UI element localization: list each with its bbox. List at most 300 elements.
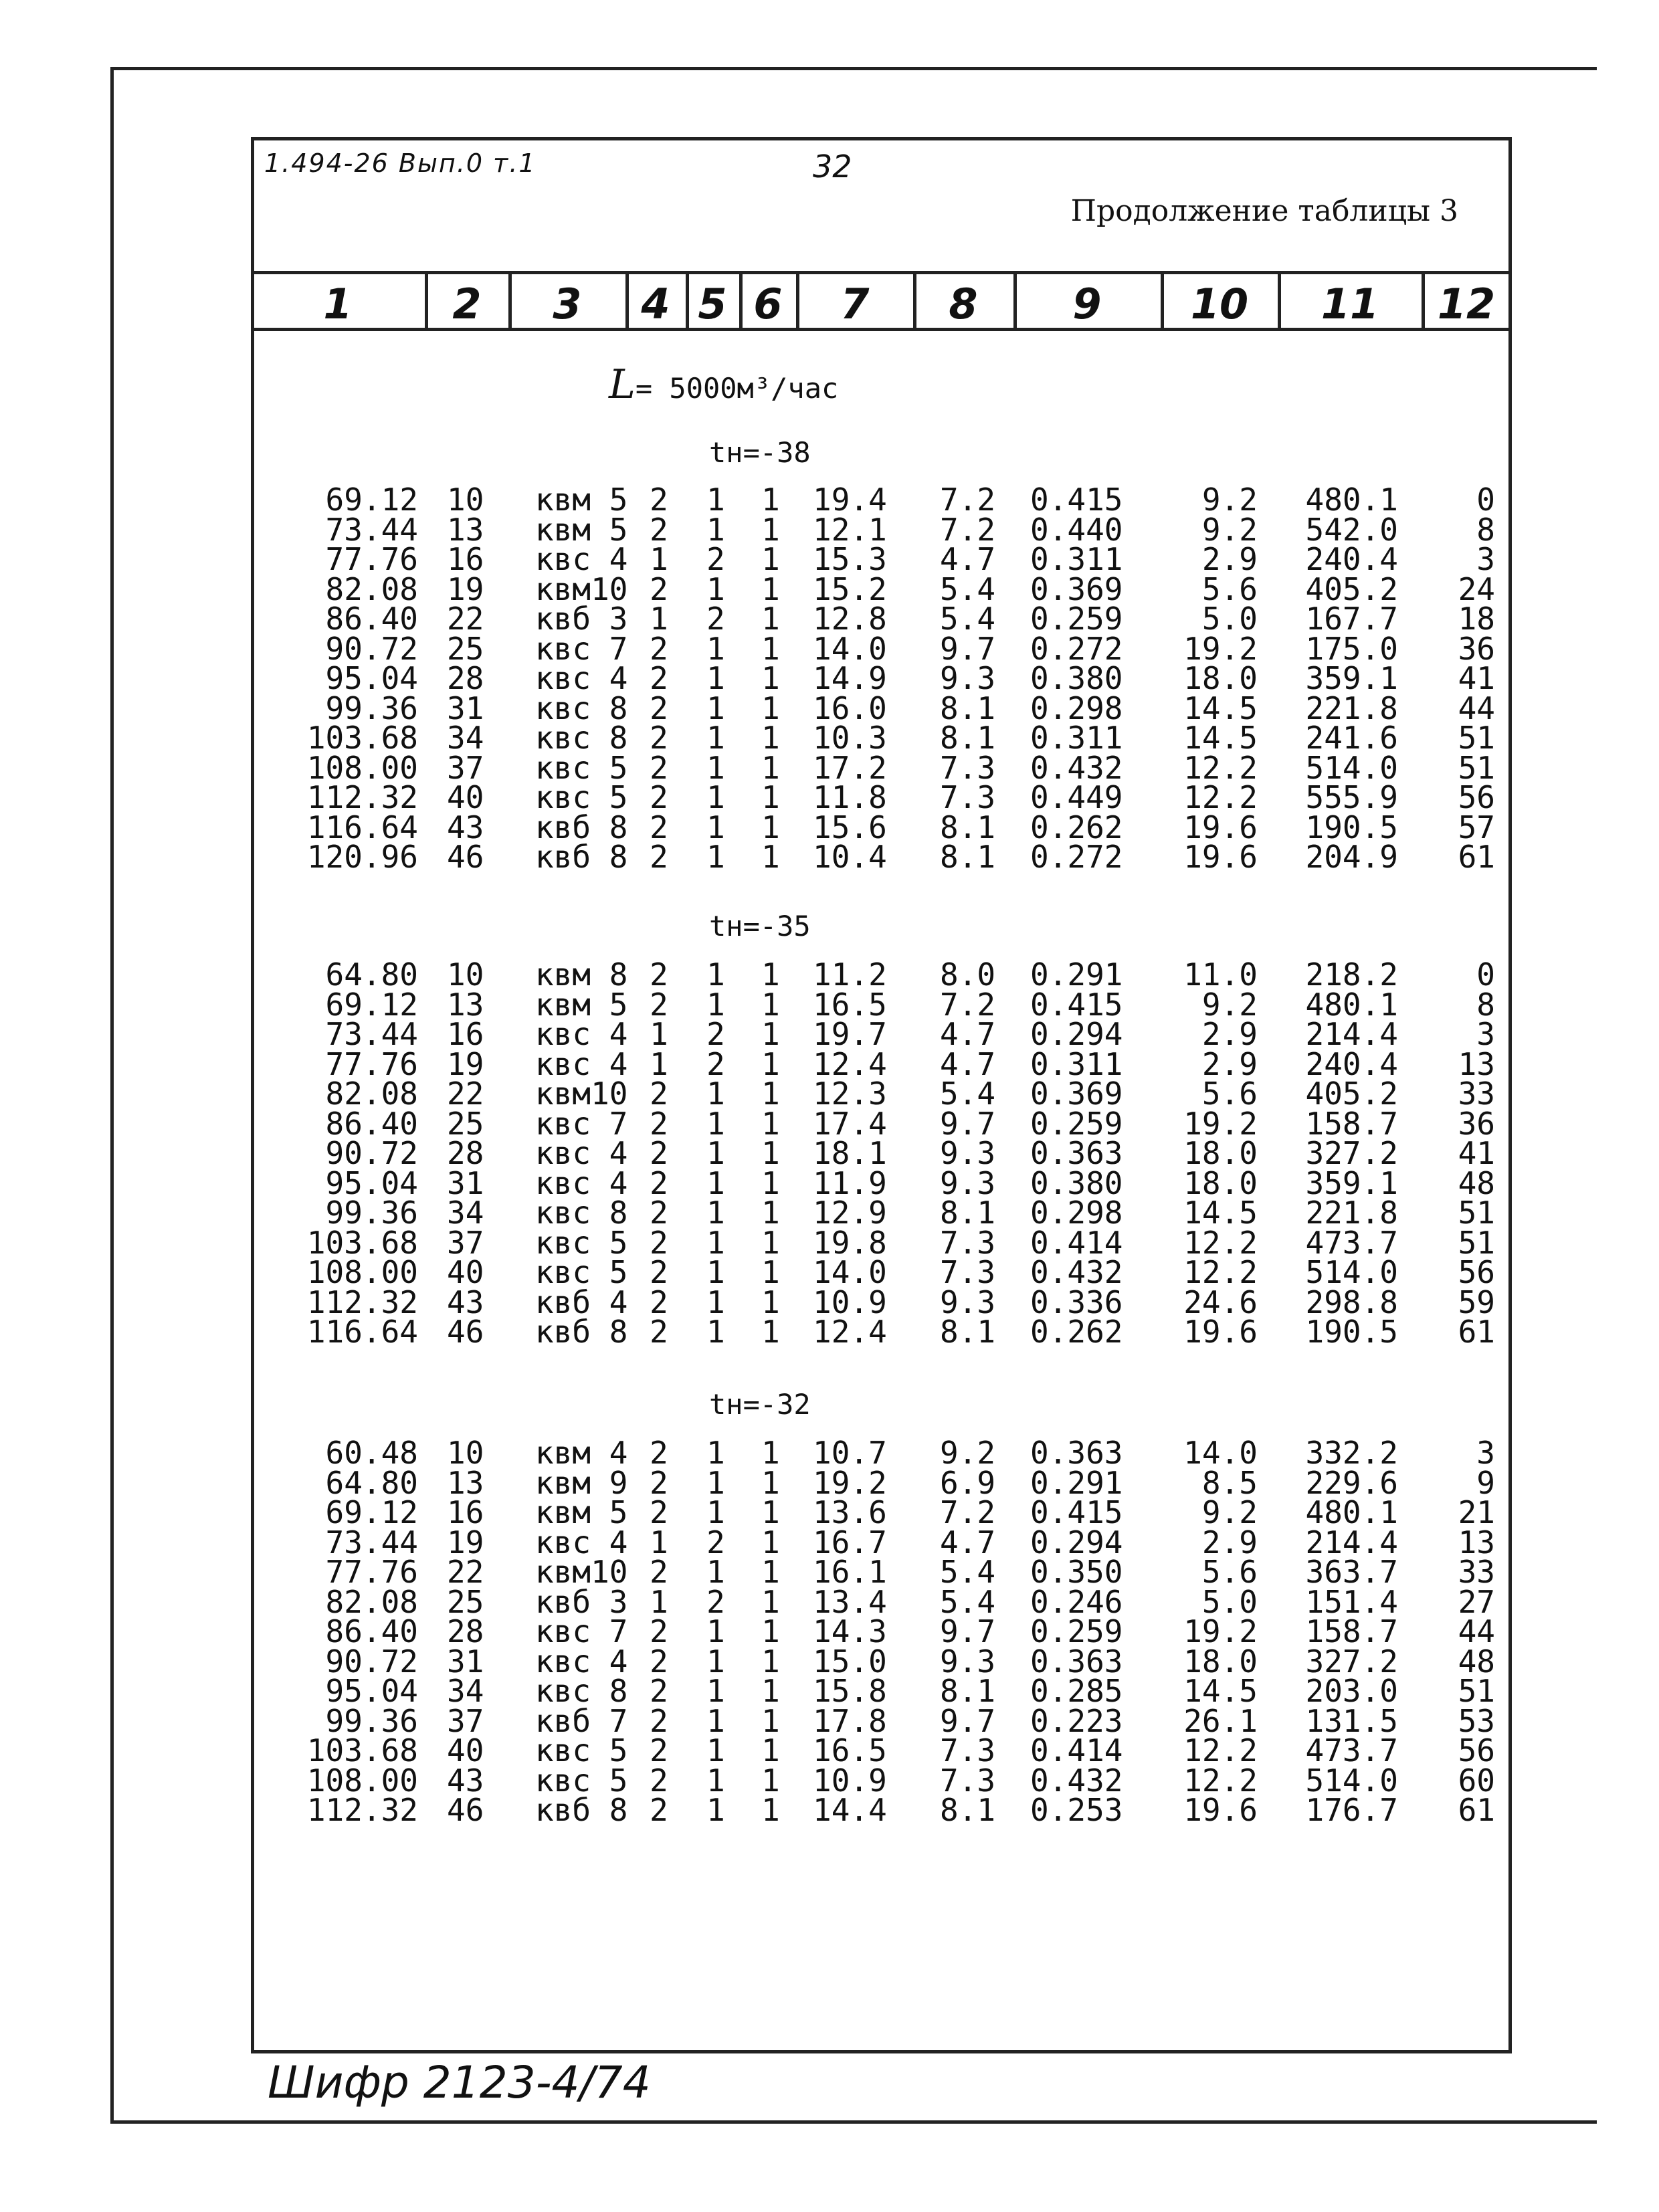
table-cell: 2	[706, 1045, 725, 1082]
table-cell: квс 4	[535, 1016, 628, 1052]
table-cell: 175.0	[1305, 630, 1398, 667]
table-cell: 12.3	[813, 1076, 887, 1112]
table-cell: 2	[650, 1702, 668, 1739]
table-cell: 2.9	[1201, 541, 1258, 577]
table-cell: 112.32	[306, 1284, 418, 1320]
table-cell: 16.0	[813, 690, 887, 726]
table-cell: 10.3	[813, 720, 887, 756]
table-cell: 5.4	[940, 1554, 996, 1590]
table-cell: 11.2	[813, 957, 887, 993]
table-cell: 2	[650, 1464, 668, 1501]
table-cell: 1	[706, 1792, 725, 1828]
table-row	[0, 1195, 1659, 1231]
table-cell: 2	[650, 1613, 668, 1649]
table-cell: 46	[447, 1792, 484, 1828]
table-cell: 1	[706, 1105, 725, 1142]
table-cell: 0.311	[1030, 541, 1123, 577]
table-cell: 1	[761, 1165, 780, 1201]
table-cell: 1	[706, 1732, 725, 1769]
table-cell: 327.2	[1305, 1643, 1398, 1680]
table-cell: 405.2	[1305, 1076, 1398, 1112]
table-cell: 11.0	[1183, 957, 1258, 993]
table-cell: 5.6	[1201, 1076, 1258, 1112]
table-cell: 19.6	[1183, 1314, 1258, 1350]
table-cell: 0.363	[1030, 1435, 1123, 1471]
table-row	[0, 1762, 1659, 1799]
table-cell: 298.8	[1305, 1284, 1398, 1320]
table-cell: 33	[1458, 1076, 1495, 1112]
table-cell: 0.414	[1030, 1732, 1123, 1769]
table-cell: квс 5	[535, 1732, 628, 1769]
table-cell: 131.5	[1305, 1702, 1398, 1739]
table-cell: 86.40	[325, 601, 418, 637]
table-cell: 514.0	[1305, 749, 1398, 786]
table-cell: 0.311	[1030, 720, 1123, 756]
table-cell: 40	[447, 1254, 484, 1290]
table-cell: 1	[706, 1673, 725, 1709]
table-cell: 103.68	[306, 1732, 418, 1769]
table-cell: 33	[1458, 1554, 1495, 1590]
table-cell: 46	[447, 1314, 484, 1350]
table-cell: 34	[447, 720, 484, 756]
table-cell: 11.9	[813, 1165, 887, 1201]
table-cell: 31	[447, 1643, 484, 1680]
table-cell: квб 7	[535, 1702, 628, 1739]
table-cell: квс 7	[535, 1613, 628, 1649]
table-cell: 1	[706, 809, 725, 845]
table-cell: 43	[447, 1284, 484, 1320]
table-cell: 2.9	[1201, 1524, 1258, 1561]
table-cell: 9.7	[940, 1613, 996, 1649]
table-cell: квб 8	[535, 839, 628, 875]
table-cell: 158.7	[1305, 1105, 1398, 1142]
table-cell: 5.6	[1201, 571, 1258, 607]
table-cell: 2	[650, 986, 668, 1023]
table-cell: 0.415	[1030, 986, 1123, 1023]
table-cell: 10.7	[813, 1435, 887, 1471]
table-row	[0, 1016, 1659, 1052]
table-cell: 1	[706, 1224, 725, 1261]
table-cell: 53	[1458, 1702, 1495, 1739]
table-cell: квс 4	[535, 1165, 628, 1201]
table-cell: 1	[761, 1673, 780, 1709]
table-cell: 1	[706, 511, 725, 548]
table-cell: 56	[1458, 779, 1495, 815]
table-cell: 12.2	[1183, 1254, 1258, 1290]
table-cell: 17.2	[813, 749, 887, 786]
table-cell: 214.4	[1305, 1524, 1398, 1561]
table-cell: 1	[761, 839, 780, 875]
table-cell: 120.96	[306, 839, 418, 875]
table-cell: 10	[447, 1435, 484, 1471]
table-cell: 61	[1458, 1314, 1495, 1350]
table-cell: 1	[706, 482, 725, 518]
table-cell: 9.3	[940, 1643, 996, 1680]
table-cell: 31	[447, 690, 484, 726]
table-cell: 9.7	[940, 1105, 996, 1142]
table-cell: 14.5	[1183, 1195, 1258, 1231]
table-cell: 7.3	[940, 1762, 996, 1799]
table-cell: 19.4	[813, 482, 887, 518]
continuation-title: Продолжение таблицы 3	[1070, 194, 1458, 228]
column-number: 12	[1437, 280, 1496, 328]
table-cell: 44	[1458, 1613, 1495, 1649]
table-cell: 2	[650, 511, 668, 548]
table-cell: 221.8	[1305, 690, 1398, 726]
table-cell: 5.0	[1201, 601, 1258, 637]
table-cell: квс 5	[535, 779, 628, 815]
table-cell: 2	[706, 1583, 725, 1620]
table-cell: 1	[706, 779, 725, 815]
table-cell: 19.2	[1183, 630, 1258, 667]
table-cell: 59	[1458, 1284, 1495, 1320]
table-cell: 2	[650, 1254, 668, 1290]
table-cell: 2	[650, 1643, 668, 1680]
table-cell: 9.7	[940, 1702, 996, 1739]
table-cell: 7.3	[940, 749, 996, 786]
table-cell: 1	[761, 660, 780, 696]
table-cell: квм 5	[535, 1494, 628, 1530]
table-cell: 69.12	[325, 1494, 418, 1530]
table-cell: 60.48	[325, 1435, 418, 1471]
table-row	[0, 690, 1659, 726]
table-row	[0, 1224, 1659, 1261]
column-number: 8	[949, 280, 978, 328]
table-cell: квс 8	[535, 1195, 628, 1231]
table-cell: 0.294	[1030, 1016, 1123, 1052]
table-cell: квм 5	[535, 482, 628, 518]
table-cell: 1	[761, 1076, 780, 1112]
table-cell: 480.1	[1305, 1494, 1398, 1530]
table-cell: 64.80	[325, 957, 418, 993]
table-cell: 56	[1458, 1254, 1495, 1290]
table-cell: 25	[447, 1583, 484, 1620]
table-cell: 0.259	[1030, 1613, 1123, 1649]
table-cell: 116.64	[306, 809, 418, 845]
table-cell: 0.380	[1030, 1165, 1123, 1201]
table-row	[0, 1284, 1659, 1320]
table-cell: 190.5	[1305, 809, 1398, 845]
table-cell: 0.298	[1030, 690, 1123, 726]
table-cell: 480.1	[1305, 986, 1398, 1023]
table-row	[0, 660, 1659, 696]
table-cell: 2	[650, 1284, 668, 1320]
table-cell: 13	[447, 986, 484, 1023]
table-cell: 0.298	[1030, 1195, 1123, 1231]
table-cell: 7.3	[940, 1732, 996, 1769]
table-cell: квс 7	[535, 630, 628, 667]
table-cell: 19.6	[1183, 809, 1258, 845]
table-cell: квс 5	[535, 1762, 628, 1799]
table-cell: 0.440	[1030, 511, 1123, 548]
table-row	[0, 1613, 1659, 1649]
table-cell: 167.7	[1305, 601, 1398, 637]
table-cell: 0.449	[1030, 779, 1123, 815]
table-cell: 1	[706, 1554, 725, 1590]
table-cell: 19.2	[1183, 1613, 1258, 1649]
table-cell: 9.2	[1201, 511, 1258, 548]
table-cell: 3	[1476, 541, 1495, 577]
table-row	[0, 1524, 1659, 1561]
table-cell: 69.12	[325, 482, 418, 518]
table-cell: 2	[650, 630, 668, 667]
table-cell: 6.9	[940, 1464, 996, 1501]
table-cell: 16.5	[813, 986, 887, 1023]
table-cell: 95.04	[325, 1165, 418, 1201]
table-cell: 18	[1458, 601, 1495, 637]
table-cell: 18.0	[1183, 1135, 1258, 1171]
table-cell: 22	[447, 601, 484, 637]
table-cell: 73.44	[325, 1016, 418, 1052]
table-cell: 2	[650, 690, 668, 726]
table-cell: 2	[650, 1554, 668, 1590]
table-cell: 1	[706, 986, 725, 1023]
table-cell: 5.4	[940, 1583, 996, 1620]
table-cell: 1	[706, 1435, 725, 1471]
table-cell: квс 8	[535, 690, 628, 726]
table-row	[0, 1435, 1659, 1471]
table-cell: 7.3	[940, 1254, 996, 1290]
table-cell: 1	[706, 1284, 725, 1320]
table-row	[0, 1464, 1659, 1501]
table-cell: 0.259	[1030, 1105, 1123, 1142]
table-cell: 51	[1458, 1195, 1495, 1231]
table-cell: 61	[1458, 839, 1495, 875]
table-cell: 8.1	[940, 1792, 996, 1828]
table-cell: квс 4	[535, 1524, 628, 1561]
table-cell: 0.291	[1030, 957, 1123, 993]
table-cell: 48	[1458, 1165, 1495, 1201]
table-row	[0, 1554, 1659, 1590]
table-cell: 10.9	[813, 1284, 887, 1320]
table-cell: 27	[1458, 1583, 1495, 1620]
table-cell: 2	[650, 660, 668, 696]
table-cell: 9.3	[940, 1284, 996, 1320]
table-cell: 82.08	[325, 1076, 418, 1112]
table-row	[0, 1045, 1659, 1082]
table-row	[0, 1494, 1659, 1530]
table-cell: 1	[761, 1435, 780, 1471]
table-cell: 90.72	[325, 1643, 418, 1680]
table-cell: 241.6	[1305, 720, 1398, 756]
column-number: 9	[1072, 280, 1102, 328]
table-cell: 203.0	[1305, 1673, 1398, 1709]
table-cell: 8.1	[940, 690, 996, 726]
document-code: 1.494-26 Вып.0 т.1	[264, 148, 536, 178]
table-cell: 0.363	[1030, 1643, 1123, 1680]
table-row	[0, 1673, 1659, 1709]
table-cell: 14.3	[813, 1613, 887, 1649]
column-number: 5	[698, 280, 727, 328]
table-cell: 13	[1458, 1045, 1495, 1082]
table-cell: 9.2	[1201, 482, 1258, 518]
table-cell: 28	[447, 1135, 484, 1171]
table-cell: 0.259	[1030, 601, 1123, 637]
table-row	[0, 1135, 1659, 1171]
table-cell: 99.36	[325, 690, 418, 726]
table-cell: 0.262	[1030, 1314, 1123, 1350]
table-cell: 1	[650, 1045, 668, 1082]
table-cell: 19.2	[1183, 1105, 1258, 1142]
table-cell: 8	[1476, 986, 1495, 1023]
table-cell: 15.0	[813, 1643, 887, 1680]
table-cell: квм 5	[535, 511, 628, 548]
table-cell: 40	[447, 779, 484, 815]
table-cell: 14.0	[813, 630, 887, 667]
table-cell: 19.8	[813, 1224, 887, 1261]
table-cell: 1	[761, 630, 780, 667]
table-cell: 1	[761, 1792, 780, 1828]
table-cell: 1	[706, 749, 725, 786]
table-cell: 57	[1458, 809, 1495, 845]
table-cell: 9.2	[940, 1435, 996, 1471]
table-cell: 1	[706, 1494, 725, 1530]
table-cell: 2	[650, 957, 668, 993]
table-cell: 2	[650, 1314, 668, 1350]
table-cell: 151.4	[1305, 1583, 1398, 1620]
table-cell: 0.285	[1030, 1673, 1123, 1709]
airflow-value: = 5000м³/час	[635, 372, 839, 405]
column-number: 7	[840, 280, 870, 328]
table-cell: 7.3	[940, 779, 996, 815]
table-cell: 1	[706, 1135, 725, 1171]
table-cell: 5.4	[940, 1076, 996, 1112]
table-cell: 1	[706, 1613, 725, 1649]
table-cell: 90.72	[325, 630, 418, 667]
table-cell: 8.5	[1201, 1464, 1258, 1501]
table-cell: 0.253	[1030, 1792, 1123, 1828]
table-cell: 555.9	[1305, 779, 1398, 815]
table-cell: 1	[761, 1732, 780, 1769]
table-cell: квс 4	[535, 1135, 628, 1171]
table-row	[0, 839, 1659, 875]
table-cell: 9.7	[940, 630, 996, 667]
table-cell: 0.272	[1030, 630, 1123, 667]
table-cell: 77.76	[325, 1045, 418, 1082]
table-cell: квб 3	[535, 1583, 628, 1620]
column-number: 3	[553, 280, 582, 328]
table-cell: 11.8	[813, 779, 887, 815]
table-cell: 25	[447, 1105, 484, 1142]
table-cell: 103.68	[306, 1224, 418, 1261]
table-cell: 2	[650, 1076, 668, 1112]
table-cell: 18.1	[813, 1135, 887, 1171]
table-cell: 480.1	[1305, 482, 1398, 518]
table-cell: 36	[1458, 1105, 1495, 1142]
table-cell: 2	[650, 1762, 668, 1799]
table-cell: 0.432	[1030, 1762, 1123, 1799]
table-cell: 2	[650, 1195, 668, 1231]
table-cell: 1	[761, 1494, 780, 1530]
table-row	[0, 571, 1659, 607]
table-cell: 73.44	[325, 1524, 418, 1561]
table-cell: 229.6	[1305, 1464, 1398, 1501]
airflow-symbol: L	[609, 361, 636, 408]
table-cell: 2	[650, 1165, 668, 1201]
table-cell: 0.291	[1030, 1464, 1123, 1501]
column-number: 10	[1190, 280, 1249, 328]
table-cell: 95.04	[325, 660, 418, 696]
table-cell: 108.00	[306, 1762, 418, 1799]
table-row	[0, 541, 1659, 577]
header-divider-top	[251, 271, 1512, 274]
table-row	[0, 779, 1659, 815]
table-cell: 14.5	[1183, 720, 1258, 756]
airflow-label	[609, 361, 838, 408]
table-cell: 0	[1476, 957, 1495, 993]
table-cell: 1	[706, 1702, 725, 1739]
table-cell: 1	[761, 779, 780, 815]
table-cell: 332.2	[1305, 1435, 1398, 1471]
table-cell: 1	[761, 1105, 780, 1142]
table-cell: 2	[650, 809, 668, 845]
table-cell: квб 4	[535, 1284, 628, 1320]
table-cell: 0.350	[1030, 1554, 1123, 1590]
table-cell: 1	[761, 809, 780, 845]
table-cell: 90.72	[325, 1135, 418, 1171]
table-cell: 1	[761, 1762, 780, 1799]
table-cell: 1	[761, 1284, 780, 1320]
table-cell: 0.432	[1030, 749, 1123, 786]
table-cell: 22	[447, 1076, 484, 1112]
table-cell: 1	[650, 1583, 668, 1620]
table-cell: 2	[650, 749, 668, 786]
table-cell: 0.380	[1030, 660, 1123, 696]
table-row	[0, 1702, 1659, 1739]
table-cell: 0.363	[1030, 1135, 1123, 1171]
table-cell: 9.2	[1201, 1494, 1258, 1530]
table-cell: 8.0	[940, 957, 996, 993]
table-cell: 359.1	[1305, 660, 1398, 696]
table-cell: 327.2	[1305, 1135, 1398, 1171]
table-cell: 2	[650, 1435, 668, 1471]
table-cell: 8.1	[940, 839, 996, 875]
table-cell: 0.432	[1030, 1254, 1123, 1290]
table-cell: 116.64	[306, 1314, 418, 1350]
table-cell: 1	[761, 482, 780, 518]
table-cell: 214.4	[1305, 1016, 1398, 1052]
table-cell: квс 7	[535, 1105, 628, 1142]
table-cell: 34	[447, 1673, 484, 1709]
table-row	[0, 720, 1659, 756]
table-cell: 1	[761, 957, 780, 993]
table-cell: 7.2	[940, 1494, 996, 1530]
table-cell: 18.0	[1183, 1165, 1258, 1201]
table-cell: 1	[761, 1135, 780, 1171]
table-cell: 43	[447, 1762, 484, 1799]
table-cell: 16.5	[813, 1732, 887, 1769]
table-cell: 9.3	[940, 1165, 996, 1201]
table-cell: 40	[447, 1732, 484, 1769]
table-cell: 17.8	[813, 1702, 887, 1739]
table-cell: 1	[761, 1314, 780, 1350]
table-cell: 1	[706, 571, 725, 607]
table-cell: 5.6	[1201, 1554, 1258, 1590]
table-cell: квб 3	[535, 601, 628, 637]
table-cell: 7.2	[940, 511, 996, 548]
table-cell: 514.0	[1305, 1762, 1398, 1799]
table-cell: 1	[706, 839, 725, 875]
table-cell: 16	[447, 1016, 484, 1052]
table-cell: 0.223	[1030, 1702, 1123, 1739]
table-cell: 15.2	[813, 571, 887, 607]
table-row	[0, 1314, 1659, 1350]
table-cell: 41	[1458, 660, 1495, 696]
table-cell: 1	[650, 601, 668, 637]
table-cell: 5.4	[940, 601, 996, 637]
table-cell: 1	[761, 1016, 780, 1052]
table-cell: 1	[761, 571, 780, 607]
